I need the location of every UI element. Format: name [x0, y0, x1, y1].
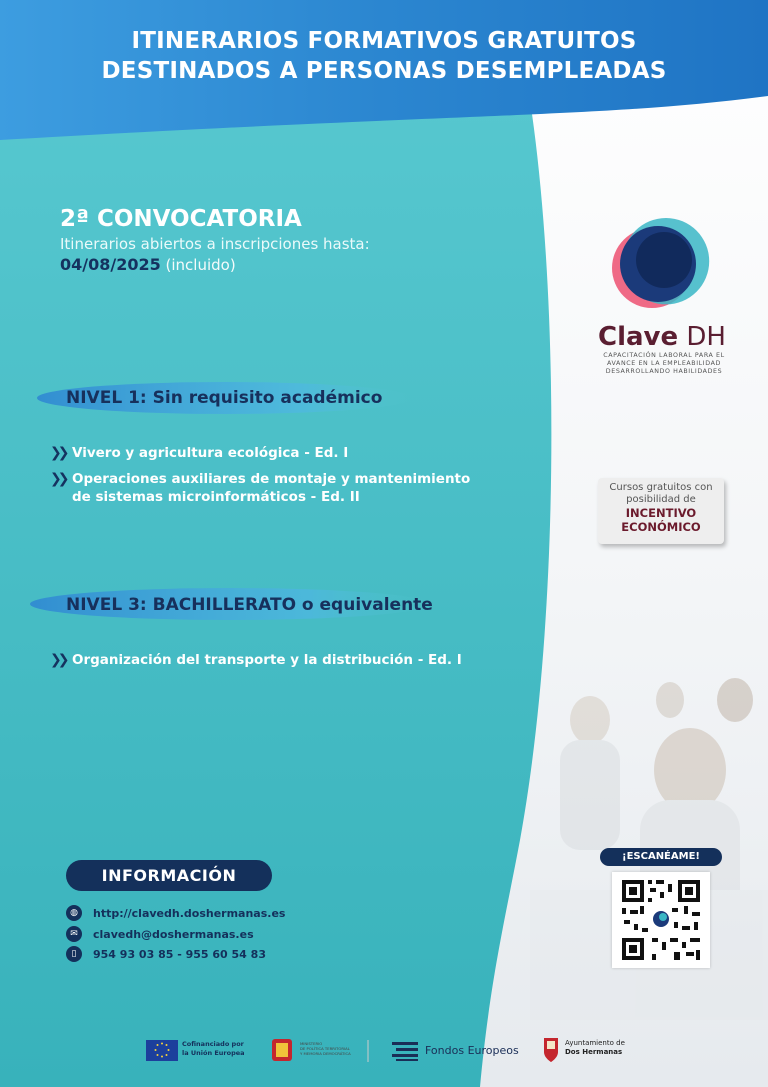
eu-flag-icon: [146, 1040, 178, 1061]
double-chevron-icon: ❯❯: [50, 652, 66, 668]
deadline-note: (incluido): [165, 256, 236, 274]
deadline-date: 04/08/2025: [60, 255, 161, 274]
clave-dh-logo-icon: [594, 218, 718, 322]
tagline-line-2: AVANCE EN LA EMPLEABILIDAD: [607, 360, 721, 367]
incentive-small-2: posibilidad de: [626, 494, 696, 505]
convocatoria-title: 2ª CONVOCATORIA: [60, 206, 302, 232]
incentive-badge: [598, 478, 724, 544]
deadline: [60, 254, 370, 276]
double-chevron-icon: ❯❯: [50, 445, 66, 461]
level-3-title: NIVEL 3: BACHILLERATO o equivalente: [66, 595, 433, 615]
footer-logos: [0, 1030, 768, 1070]
tagline-line-3: DESARROLLANDO HABILIDADES: [605, 368, 723, 375]
eu-cofinanced-text: [182, 1040, 245, 1058]
contact-web[interactable]: [66, 905, 285, 921]
contact-phone[interactable]: [66, 946, 266, 962]
web-link[interactable]: http://clavedh.doshermanas.es: [93, 906, 286, 920]
course-label: Organización del transporte y la distribución - Ed. I: [72, 652, 462, 668]
ayto-text-2: Dos Hermanas: [565, 1048, 623, 1056]
brand-tagline: [596, 352, 732, 376]
globe-icon: ◍: [66, 905, 82, 921]
qr-code-box[interactable]: [612, 872, 710, 968]
ministry-text-3: Y MEMORIA DEMOCRÁTICA: [300, 1051, 351, 1056]
ministry-text-2: DE POLÍTICA TERRITORIAL: [300, 1046, 350, 1051]
brand-name-bold: Clave: [598, 322, 679, 352]
incentive-small-text: [598, 478, 724, 506]
qr-code-icon: [612, 872, 710, 968]
incentive-big-text: [598, 506, 724, 534]
incentive-big-2: ECONÓMICO: [621, 520, 701, 534]
title-line-2: DESTINADOS A PERSONAS DESEMPLEADAS: [101, 58, 667, 84]
contact-email[interactable]: [66, 926, 254, 942]
course-label: Vivero y agricultura ecológica - Ed. I: [72, 445, 349, 461]
course-label: Operaciones auxiliares de montaje y mantenimiento: [72, 471, 471, 487]
fondos-europeos-text: Fondos Europeos: [425, 1044, 519, 1057]
eu-text-2: la Unión Europea: [182, 1049, 245, 1057]
convocatoria-subtitle: Itinerarios abiertos a inscripciones hasta:: [60, 235, 370, 253]
course-label-line2: de sistemas microinformáticos - Ed. II: [72, 489, 360, 505]
envelope-icon: ✉: [66, 926, 82, 942]
brand-name-light: DH: [678, 322, 726, 352]
title-line-1: ITINERARIOS FORMATIVOS GRATUITOS: [131, 28, 637, 54]
level-1-title: NIVEL 1: Sin requisito académico: [66, 388, 383, 408]
tagline-line-1: CAPACITACIÓN LABORAL PARA EL: [603, 352, 725, 359]
ayto-text-1: Ayuntamiento de: [565, 1039, 625, 1047]
spain-shield-icon: [272, 1039, 292, 1061]
course-item: [50, 651, 462, 669]
course-item: [50, 444, 348, 462]
fondos-europeos-icon: [392, 1042, 418, 1061]
scan-me-label: ¡ESCANÉAME!: [600, 848, 722, 866]
ayuntamiento-shield-icon: [544, 1038, 558, 1062]
brand-name: [598, 322, 726, 352]
page-title: [0, 26, 768, 86]
course-item: [50, 470, 470, 506]
ayuntamiento-text: [565, 1039, 625, 1057]
information-heading: INFORMACIÓN: [66, 860, 272, 891]
incentive-big-1: INCENTIVO: [625, 506, 697, 520]
phone-icon: ▯: [66, 946, 82, 962]
double-chevron-icon: ❯❯: [50, 471, 66, 487]
incentive-small-1: Cursos gratuitos con: [609, 482, 713, 493]
email-link[interactable]: clavedh@doshermanas.es: [93, 927, 254, 941]
ministry-text-1: MINISTERIO: [300, 1041, 323, 1046]
ministry-text: [300, 1041, 351, 1056]
convocatoria-block: [60, 204, 370, 276]
eu-text-1: Cofinanciado por: [182, 1040, 244, 1048]
phone-numbers[interactable]: 954 93 03 85 - 955 60 54 83: [93, 947, 266, 961]
